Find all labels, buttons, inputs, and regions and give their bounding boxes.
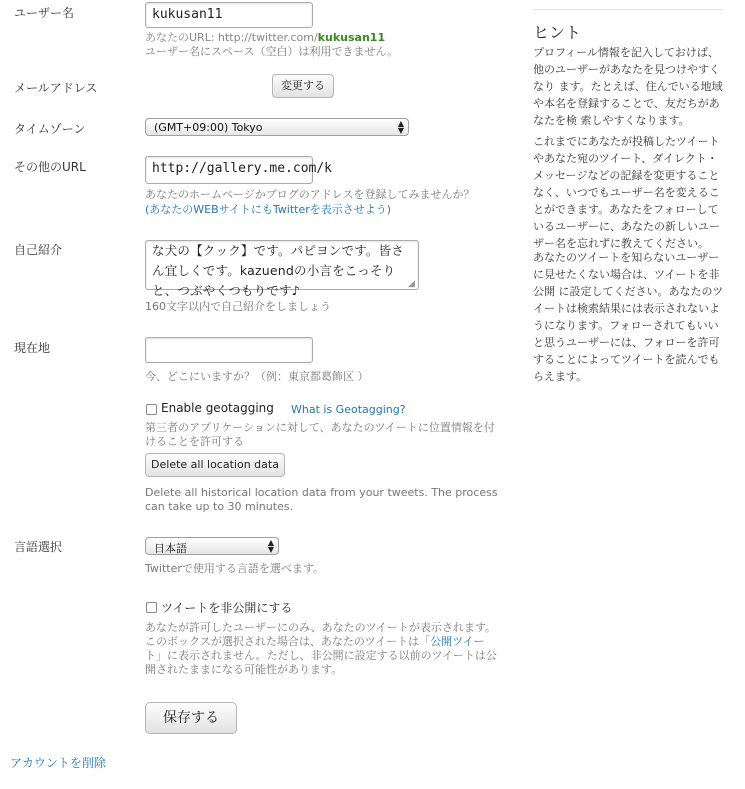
resize-handle-icon[interactable]: ◢ — [408, 279, 415, 289]
sidebar-line: イートは検索結果には表示されないよ — [533, 302, 720, 315]
sidebar-line: あなたのツイートを知らないユーザー — [533, 251, 720, 264]
change-email-button[interactable]: 変更する — [272, 74, 334, 98]
url-label: その他のURL — [14, 160, 86, 174]
sidebar-line: とができます。あなたをフォローして — [533, 203, 719, 216]
username-label: ユーザー名 — [14, 6, 75, 20]
protect-tweets-checkbox[interactable] — [146, 602, 157, 613]
select-arrows-icon: ▲ ▼ — [397, 119, 404, 135]
timezone-select[interactable] — [145, 118, 409, 136]
public-timeline-link[interactable]: 公開ツイー — [430, 635, 485, 648]
delete-account-link[interactable]: アカウントを削除 — [10, 756, 106, 770]
sidebar-tip-1 — [533, 44, 733, 129]
bio-textarea[interactable]: な犬の【クック】です。パピヨンです。皆さん宜しくです。kazuendの小言をこっそりと、つぶやくつもりです♪ — [145, 240, 419, 290]
sidebar-line: いるユーザーに、あなたの新しいユー — [533, 220, 720, 233]
sidebar-line: らえます。 — [533, 370, 588, 383]
public-timeline-link-cont[interactable]: ト — [145, 649, 156, 662]
protect-help-3-text: 」に表示されません。ただし、非公開に設定する以前のツイートは公 — [156, 649, 497, 662]
url-input[interactable]: http://gallery.me.com/k — [145, 156, 313, 184]
sidebar-line: することによってツイートを読んでも — [533, 353, 720, 366]
select-arrows-icon: ▲ ▼ — [267, 538, 274, 554]
geotagging-help-2: けることを許可する — [145, 435, 244, 448]
sidebar-line: ザー名を忘れずに教えてください。 — [533, 237, 709, 250]
bio-help: 160文字以内で自己紹介をしましょう — [145, 300, 331, 313]
sidebar-tip-3 — [533, 249, 733, 385]
location-label: 現在地 — [14, 341, 51, 355]
sidebar-line: メッセージなどの記録を変更すること — [533, 169, 720, 182]
sidebar-line: に見せたくない場合は、ツイートを非 — [533, 268, 720, 281]
sidebar-line: 公開 に設定してください。あなたのツ — [533, 285, 724, 298]
timezone-label: タイムゾーン — [14, 122, 86, 136]
protect-help-4: 開されたままになる可能性があります。 — [145, 663, 343, 676]
sidebar-line: や本名を登録することで、友だちがあ — [533, 97, 720, 110]
url-widget-link[interactable]: (あなたのWEBサイトにもTwitterを表示させよう) — [145, 203, 392, 216]
sidebar-title: ヒント — [533, 23, 582, 42]
language-select[interactable] — [145, 537, 279, 555]
language-help: Twitterで使用する言語を選べます。 — [145, 562, 324, 575]
what-is-geotagging-link[interactable]: What is Geotagging? — [291, 403, 406, 416]
sidebar-tip-2 — [533, 133, 733, 252]
username-note: ユーザー名にスペース（空白）は利用できません。 — [145, 45, 399, 58]
language-selected: 日本語 — [154, 542, 187, 555]
protect-help-3 — [145, 648, 497, 663]
bio-label: 自己紹介 — [14, 243, 63, 257]
protect-help-1: あなたが許可したユーザーにのみ、あなたのツイートが表示されます。 — [145, 621, 497, 634]
username-input[interactable]: kukusan11 — [145, 2, 313, 28]
sidebar-line: うになります。フォローされてもいい — [533, 319, 719, 332]
protect-tweets-label: ツイートを非公開にする — [161, 601, 293, 615]
sidebar-line: なたを検 索しやすくなります。 — [533, 114, 690, 127]
sidebar-divider — [533, 9, 723, 10]
geotagging-label: Enable geotagging — [161, 401, 274, 415]
sidebar-line: なく、いつでもユーザー名を変えるこ — [533, 186, 720, 199]
timezone-selected: (GMT+09:00) Tokyo — [154, 121, 263, 134]
geotagging-checkbox[interactable] — [146, 404, 157, 415]
username-url-user: kukusan11 — [317, 31, 386, 44]
sidebar-line: これまでにあなたが投稿したツイート — [533, 135, 720, 148]
location-input[interactable] — [145, 337, 313, 363]
protect-help-2 — [145, 634, 485, 649]
delete-location-button[interactable]: Delete all location data — [145, 453, 285, 477]
language-label: 言語選択 — [14, 540, 63, 554]
email-label: メールアドレス — [14, 81, 98, 95]
save-button[interactable]: 保存する — [145, 702, 237, 734]
sidebar-line: プロフィール情報を記入しておけば、 — [533, 46, 719, 59]
sidebar-line: なり ます。たとえば、住んでいる地域 — [533, 80, 723, 93]
geotagging-help-1: 第三者のアプリケーションに対して、あなたのツイートに位置情報を付 — [145, 421, 495, 434]
sidebar-line: やあなた宛のツイート、ダイレクト・ — [533, 152, 718, 165]
url-help: あなたのホームページかブログのアドレスを登録してみませんか？ — [145, 188, 475, 201]
username-url — [145, 30, 385, 45]
sidebar-line: 他のユーザーがあなたを見つけやすく — [533, 63, 720, 76]
location-help: 今、どこにいますか？（例：東京都葛飾区 ） — [145, 370, 369, 383]
username-url-prefix: あなたのURL: http://twitter.com/ — [145, 31, 318, 44]
delete-location-help-2: can take up to 30 minutes. — [145, 500, 294, 513]
protect-help-2-text: このボックスが選択された場合は、あなたのツイートは「 — [145, 635, 431, 648]
delete-location-help-1: Delete all historical location data from your tweets. The process — [145, 486, 498, 499]
sidebar-line: と思うユーザーには、フォローを許可 — [533, 336, 720, 349]
